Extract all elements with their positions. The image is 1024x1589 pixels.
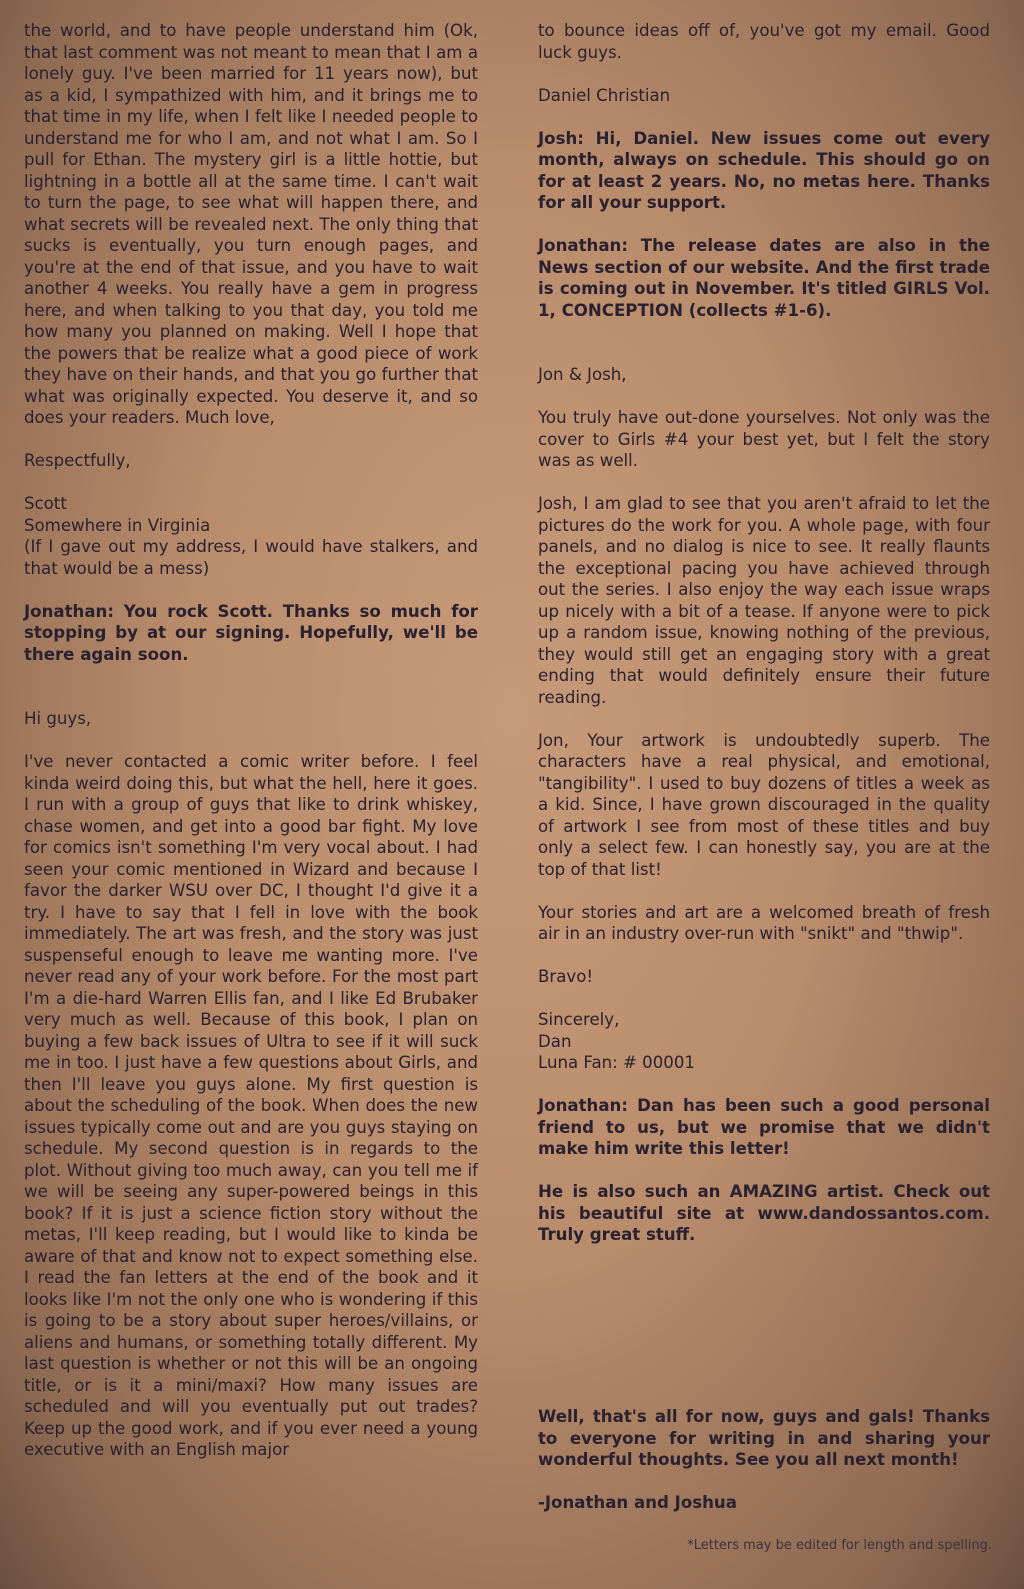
- right-column-paragraph: Bravo!: [538, 967, 593, 986]
- signoff-signature: -Jonathan and Joshua: [538, 1493, 737, 1512]
- right-column-paragraph: He is also such an AMAZING artist. Check out his beautiful site at www.dandossantos.com. Truly great stuff.: [538, 1182, 990, 1244]
- right-column-paragraph: You truly have out-done yourselves. Not only was the cover to Girls #4 your best yet, but I felt the story was as well.: [538, 408, 990, 470]
- right-column-paragraph: Sincerely, Dan Luna Fan: # 00001: [538, 1010, 695, 1072]
- left-column-paragraph: Jonathan: You rock Scott. Thanks so much for stopping by at our signing. Hopefully, we'll be there again soon.: [24, 601, 478, 664]
- right-column: [538, 20, 990, 1267]
- editing-footnote: *Letters may be edited for length and spelling.: [687, 1538, 992, 1553]
- right-column-paragraph: Josh: Hi, Daniel. New issues come out every month, always on schedule. This should go on for at least 2 years. No, no metas here. Thanks for all your support.: [538, 128, 990, 212]
- left-column-paragraph: Scott Somewhere in Virginia (If I gave out my address, I would have stalkers, and that would be a mess): [24, 494, 478, 578]
- right-column-paragraph: Your stories and art are a welcomed breath of fresh air in an industry over-run with "snikt" and "thwip".: [538, 902, 990, 943]
- left-column: [24, 20, 478, 1482]
- left-column-paragraph: the world, and to have people understand him (Ok, that last comment was not meant to mean that I am a lonely guy. I've been married for 11 years now), but as a kid, I sympathized with him, and it brings me to that time in my life, when I felt like I needed people to understand me for who I am, and not what I am. So I pull for Ethan. The mystery girl is a little hottie, but lightning in a bottle all at the same time. I can't wait to turn the page, to see what will happen there, and what secrets will be revealed next. The only thing that sucks is eventually, you turn enough pages, and you're at the end of that issue, and you have to wait another 4 weeks. You really have a gem in progress here, and when talking to you that day, you told me how many you planned on making. Well I hope that the powers that be realize what a good piece of work they have on their hands, and that you go further that what was originally expected. You deserve it, and so does your readers. Much love,: [24, 21, 478, 427]
- left-column-paragraph: Hi guys,: [24, 709, 92, 728]
- right-column-paragraph: Jon, Your artwork is undoubtedly superb. The characters have a real physical, and emotional, "tangibility". I used to buy dozens of titles a week as a kid. Since, I have grown discouraged in the quality of artwork I see from most of these titles and buy only a select few. I can honestly say, you are at the top of that list!: [538, 730, 990, 879]
- left-column-paragraph: I've never contacted a comic writer before. I feel kinda weird doing this, but what the hell, here it goes. I run with a group of guys that like to drink whiskey, chase women, and get into a good bar fight. My love for comics isn't something I'm very vocal about. I had seen your comic mentioned in Wizard and because I favor the darker WSU over DC, I thought I'd give it a try. I have to say that I fell in love with the book immediately. The art was fresh, and the story was just suspenseful enough to leave me wanting more. I've never read any of your work before. For the most part I'm a die-hard Warren Ellis fan, and I like Ed Brubaker very much as well. Because of this book, I plan on buying a few back issues of Ultra to see if it will suck me in too. I just have a few questions about Girls, and then I'll leave you guys alone. My first question is about the scheduling of the book. When does the new issues typically come out and are you guys staying on schedule. My second question is in regards to the plot. Without giving too much away, can you tell me if we will be seeing any super-powered beings in this book? If it is just a science fiction story without the metas, I'll keep reading, but I would like to kinda be aware of that and know not to expect something else. I read the fan letters at the end of the book and it looks like I'm not the only one who is wondering if this is going to be a story about super heroes/villains, or aliens and humans, or something totally different. My last question is whether or not this will be an ongoing title, or is it a mini/maxi? How many issues are scheduled and will you eventually put out trades? Keep up the good work, and if you ever need a young executive with an English major: [24, 752, 478, 1459]
- left-column-paragraph: Respectfully,: [24, 451, 131, 470]
- right-column-paragraph: Jonathan: Dan has been such a good personal friend to us, but we promise that we didn't make him write this letter!: [538, 1096, 990, 1158]
- right-column-paragraph: Jonathan: The release dates are also in the News section of our website. And the first trade is coming out in November. It's titled GIRLS Vol. 1, CONCEPTION (collects #1-6).: [538, 236, 990, 320]
- signoff: [538, 1406, 990, 1535]
- right-column-paragraph: Jon & Josh,: [538, 365, 627, 384]
- signoff-message: Well, that's all for now, guys and gals! Thanks to everyone for writing in and sharing your wonderful thoughts. See you all next month!: [538, 1407, 990, 1469]
- right-column-paragraph: Daniel Christian: [538, 85, 671, 105]
- right-column-paragraph: to bounce ideas off of, you've got my email. Good luck guys.: [538, 21, 990, 62]
- right-column-paragraph: Josh, I am glad to see that you aren't afraid to let the pictures do the work for you. A whole page, with four panels, and no dialog is nice to see. It really flaunts the exceptional pacing you have achieved through out the series. I also enjoy the way each issue wraps up nicely with a bit of a tease. If anyone were to pick up a random issue, knowing nothing of the previous, they would still get an engaging story with a great ending that would definitely ensure their future reading.: [538, 494, 990, 707]
